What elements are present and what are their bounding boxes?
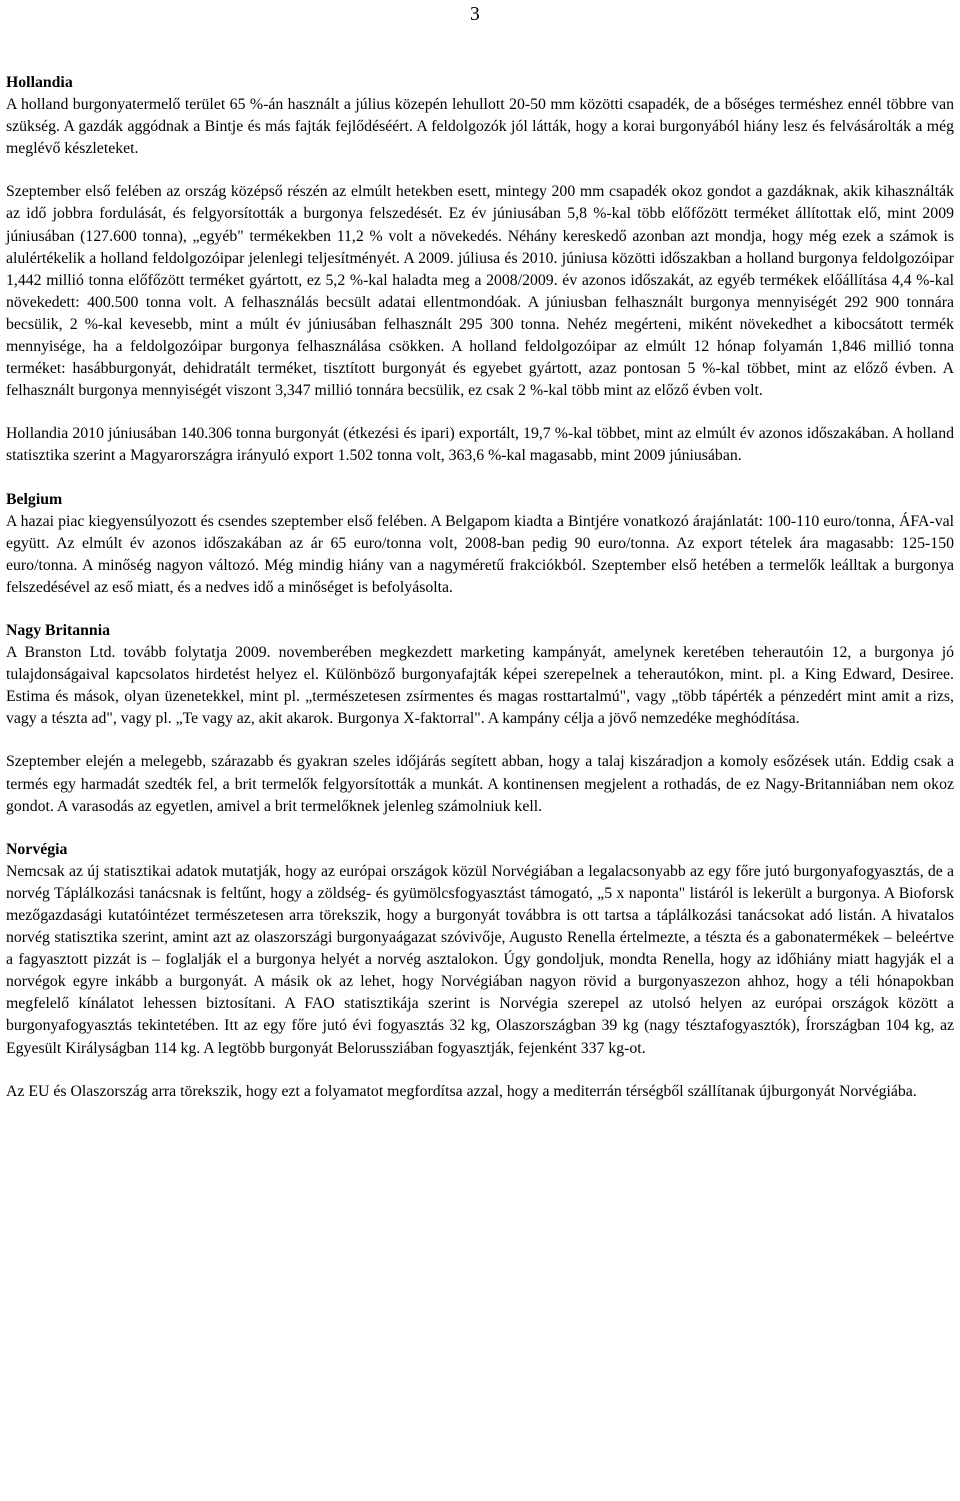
- paragraph: A hazai piac kiegyensúlyozott és csendes szeptember első felében. A Belgapom kiadta a Bintjére vonatkozó árajánlatát: 100-110 euro/tonna, ÁFA-val együtt. Az elmúlt év azonos időszakában az ár 65 euro/tonna volt, 2008-ban pedig 90 euro/tonna. Az export tételek ára magasabb: 125-150 euro/tonna. A minőség nagyon változó. Még mindig hiány van a nagyméretű frakciókból. Szeptember első hetében a termelők leálltak a burgonya felszedésével az eső miatt, és a nedves idő a minőséget is befolyásolta.: [6, 512, 954, 596]
- section-heading-belgium: Belgium: [6, 490, 63, 508]
- paragraph: Nemcsak az új statisztikai adatok mutatják, hogy az európai országok közül Norvégiában a legalacsonyabb az egy főre jutó burgonyafogyasztás, de a norvég Táplálkozási tanácsnak is feltűnt, hogy a zöldség- és gyümölcsfogyasztást támogató, „5 x naponta" listáról is lekerült a burgonya. A Bioforsk mezőgazdasági kutatóintézet természetesen arra törekszik, hogy a burgonyát továbbra is ott tartsa a táplálkozási tanácsokat adó listán. A hivatalos norvég statisztika szerint, amint azt az olaszországi burgonyaágazat szóvivője, Augusto Renella értelmezte, a tészta és a gabonatermékek – beleértve a fagyasztott pizzát is – foglalják el a burgonya helyét a norvég asztalokon. Úgy gondoljuk, mondta Renella, hogy az időhiány miatt hagyják el a norvégok egyre inkább a burgonyát. A másik ok az lehet, hogy Norvégiában nagyon rövid a burgonyaszezon ahhoz, hogy a téli hónapokban megfelelő kínálatot lehessen biztosítani. A FAO statisztikája szerint is Norvégia szerepel az utolsó helyen az európai országok között a burgonyafogyasztás tekintetében. Itt az egy főre jutó évi fogyasztás 32 kg, Olaszországban 39 kg (nagy tésztafogyasztók), Írországban 104 kg, az Egyesült Királyságban 114 kg. A legtöbb burgonyát Belorussziában fogyasztják, fejenként 337 kg-ot.: [6, 862, 954, 1057]
- section-heading-norvegia: Norvégia: [6, 840, 68, 858]
- document-body: [6, 72, 954, 1103]
- section-hollandia: [6, 72, 954, 468]
- paragraph: Az EU és Olaszország arra törekszik, hogy ezt a folyamatot megfordítsa azzal, hogy a mediterrán térségből szállítanak újburgonyát Norvégiába.: [6, 1082, 917, 1100]
- paragraph: Hollandia 2010 júniusában 140.306 tonna burgonyát (étkezési és ipari) exportált, 19,7 %-kal többet, mint az elmúlt év azonos időszakában. A holland statisztika szerint a Magyarországra irányuló export 1.502 tonna volt, 363,6 %-kal magasabb, mint 2009 júniusában.: [6, 425, 954, 465]
- section-norvegia: [6, 839, 954, 1103]
- paragraph: A holland burgonyatermelő terület 65 %-án használt a július közepén lehullott 20-50 mm közötti csapadék, de a bőséges terméshez ennél többre van szükség. A gazdák aggódnak a Bintje és más fajták fejlődéséért. A feldolgozók jól látták, hogy a korai burgonyából hiány lesz és felvásárolták a még meglévő készleteket.: [6, 96, 954, 158]
- paragraph: Szeptember elején a melegebb, szárazabb és gyakran szeles időjárás segített abban, hogy a talaj kiszáradjon a komoly esőzések után. Eddig csak a termés egy harmadát szedték fel, a brit termelők felgyorsították a munkát. A kontinensen megjelent a rothadás, de ez Nagy-Britanniában nem okoz gondot. A varasodás az egyetlen, amivel a brit termelőknek jelenleg számolniuk kell.: [6, 753, 954, 815]
- section-heading-nagy-britannia: Nagy Britannia: [6, 621, 111, 639]
- paragraph: A Branston Ltd. tovább folytatja 2009. novemberében megkezdett marketing kampányát, amelynek keretében teherautóin 12, a burgonya jó tulajdonságaival kapcsolatos hirdetést helyez el. Különböző burgonyafajták képei szerepelnek a teherautókon, mint. pl. a King Edward, Desiree. Estima és mások, olyan üzenetekkel, mint pl. „természetesen zsírmentes és magas rosttartalmú", vagy „több tápérték a pénzedért mint amit a rizs, vagy a tészta ad", vagy pl. „Te vagy az, akit akarok. Burgonya X-faktorral". A kampány célja a jövő nemzedéke meghódítása.: [6, 644, 954, 728]
- page-number: 3: [470, 4, 480, 25]
- paragraph: Szeptember első felében az ország középső részén az elmúlt hetekben esett, mintegy 200 mm csapadék okoz gondot a gazdáknak, akik kihasználták az idő jobbra fordulását, és felgyorsították a burgonya felszedését. Ez év júniusában 5,8 %-kal több előfőzött terméket állítottak elő, mint 2009 júniusában (127.600 tonna), „egyéb" termékekben 11,2 % volt a növekedés. Néhány kereskedő azonban azt mondja, hogy még ezek a számok is alulértékelik a holland feldolgozóipar jelenlegi teljesítményét. A 2009. júliusa és 2010. júniusa közötti időszakban a holland burgonya feldolgozóipar 1,442 millió tonna előfőzött terméket gyártott, ez 5,2 %-kal haladta meg a 2008/2009. év azonos időszakát, az egyéb termékek előállítása 4,4 %-kal növekedett: 400.500 tonna volt. A felhasználás becsült adatai ellentmondóak. A júniusban felhasznált burgonya mennyiségét 292 900 tonnára becsülik, 2 %-kal kevesebb, mint a múlt év júniusában felhasznált 295 300 tonna. Nehéz megérteni, miként növekedhet a kibocsátott termék mennyisége, ha a feldolgozóipar burgonya felhasználása csökken. A holland feldolgozóipar az elmúlt 12 hónap folyamán 1,846 millió tonna terméket: hasábburgonyát, dehidratált terméket, tisztított burgonyát és egyebet gyártott, azaz pontosan 5 %-kal többet, mint az előző évben. A felhasznált burgonya mennyiségét viszont 3,347 millió tonnára becsülik, ez csak 2 %-kal több mint az előző évben volt.: [6, 183, 954, 400]
- section-nagy-britannia: [6, 620, 954, 818]
- section-heading-hollandia: Hollandia: [6, 74, 73, 91]
- section-belgium: [6, 489, 954, 599]
